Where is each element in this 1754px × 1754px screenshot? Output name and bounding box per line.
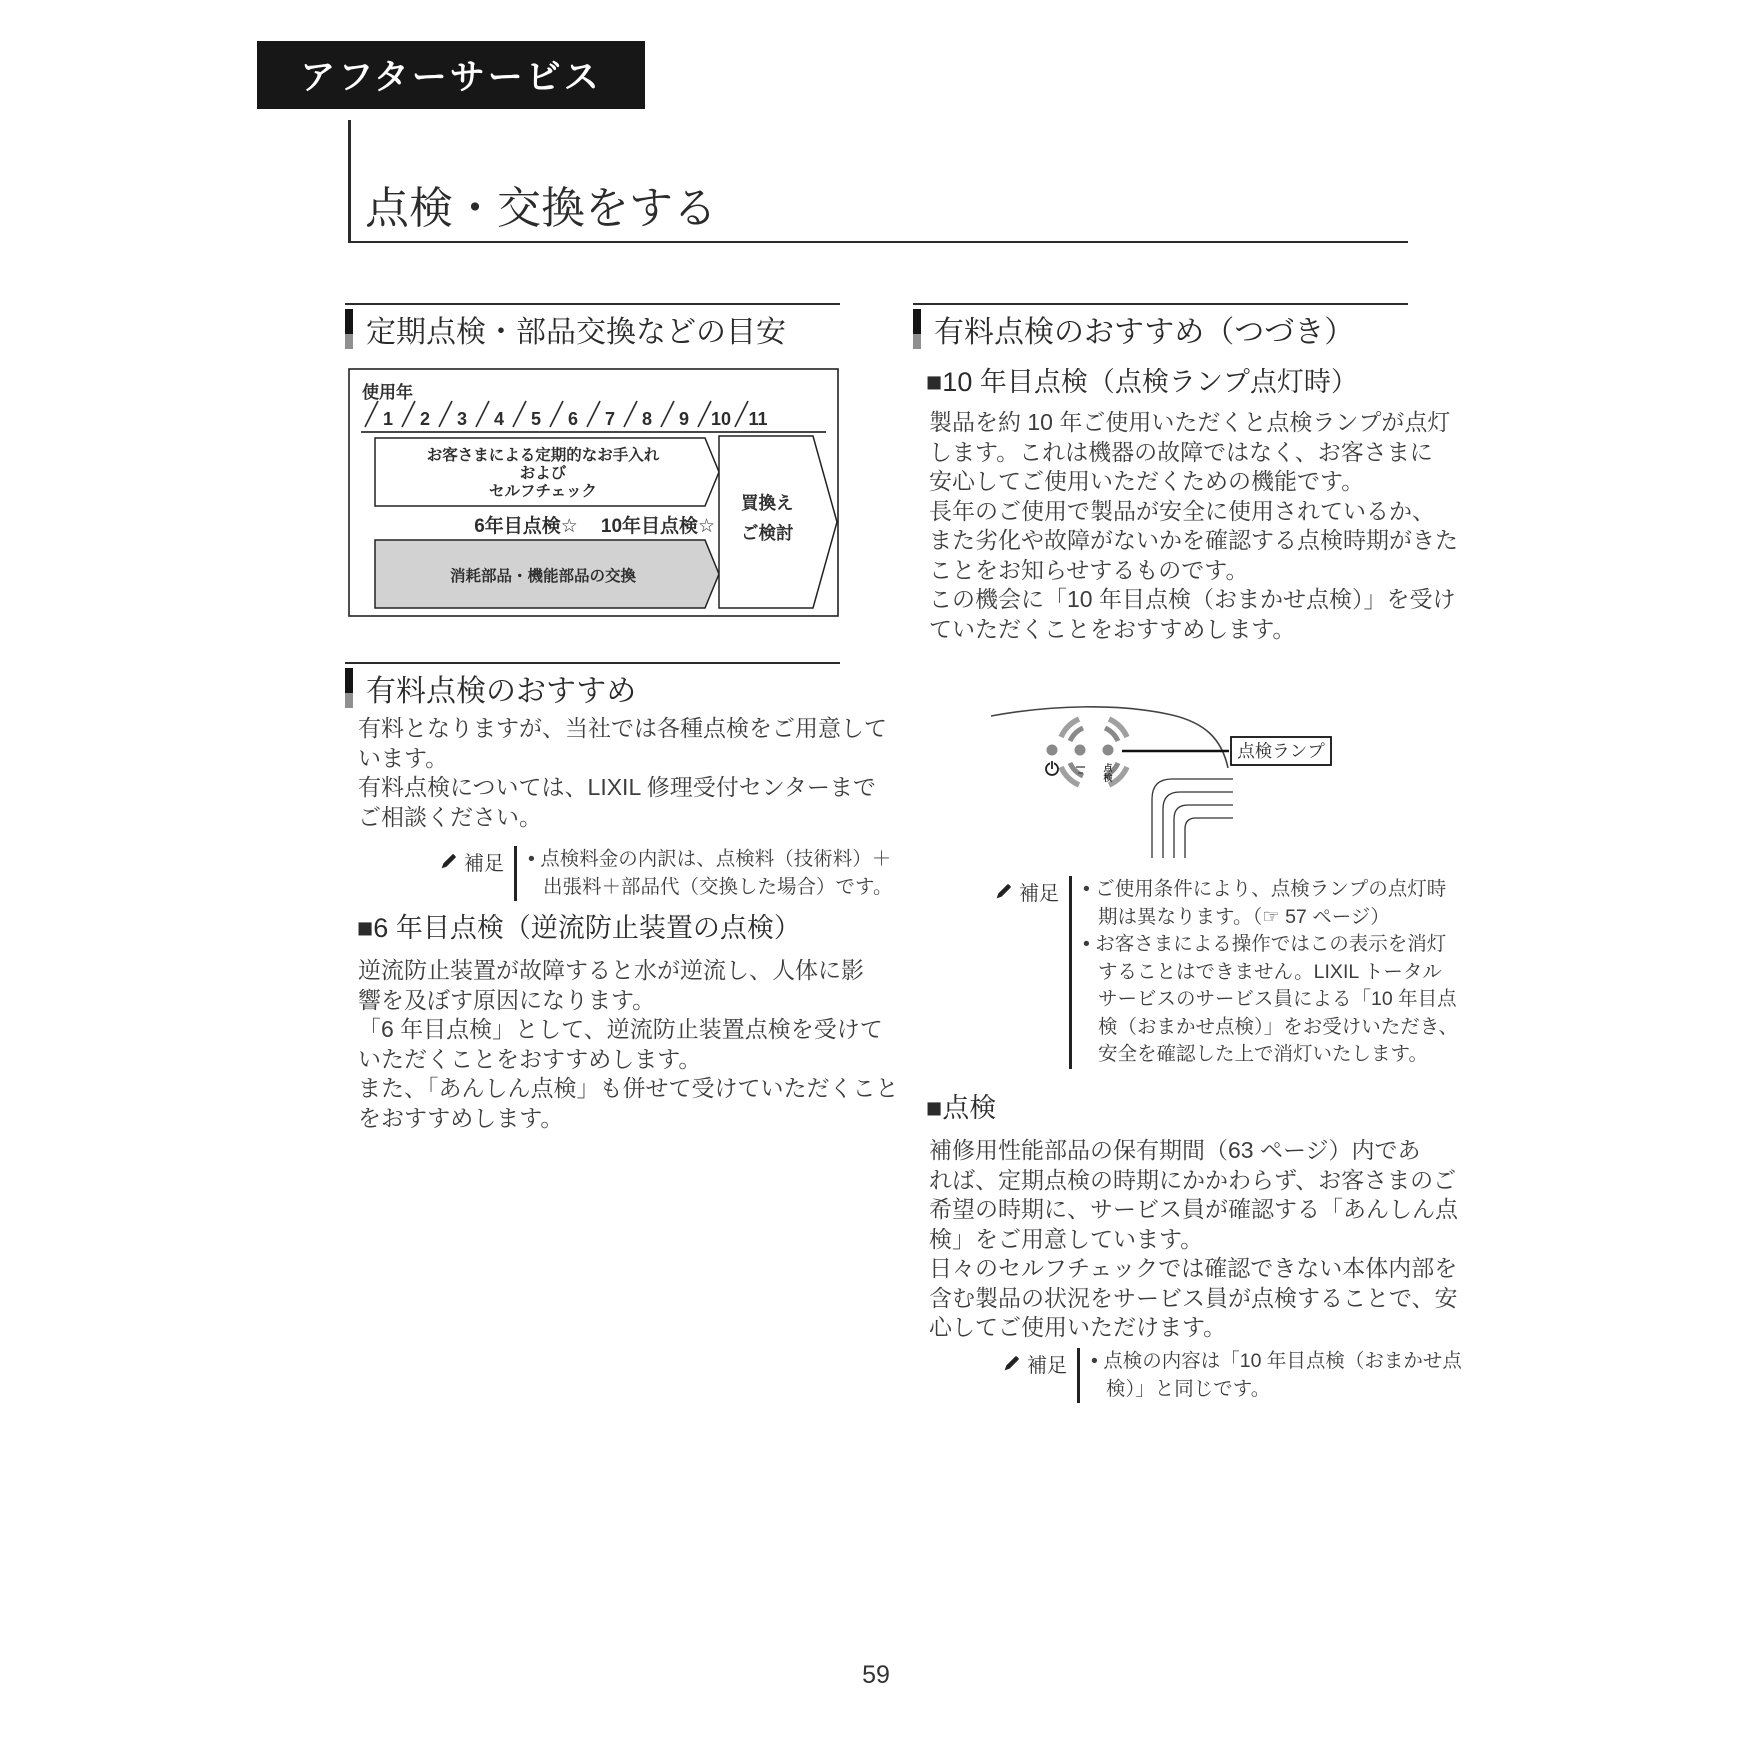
year-label: 3 xyxy=(456,409,468,429)
body-line: れば、定期点検の時期にかかわらず、お客さまのご xyxy=(929,1166,1457,1193)
body-line: 日々のセルフチェックでは確認できない本体内部を xyxy=(929,1255,1458,1281)
callout-label: 点検ランプ xyxy=(1237,741,1325,761)
section-header-maintenance xyxy=(345,303,840,351)
body-line: 安心してご使用いただくための機能です。 xyxy=(929,468,1365,494)
year-scale-labels xyxy=(383,409,768,429)
year-label: 1 xyxy=(382,409,394,429)
paid-section-note xyxy=(440,846,892,901)
subsection-heading-inspection: ■点検 xyxy=(926,1093,997,1123)
check-6year-label: 6年目点検☆ xyxy=(474,516,578,537)
body-line: 有料点検については、LIXIL 修理受付センターまで xyxy=(358,774,876,800)
section-header-paid-continued xyxy=(913,303,1408,351)
product-top-contour xyxy=(991,707,1228,768)
care-arrow-line2: および xyxy=(519,465,567,482)
power-led-dot xyxy=(1047,745,1058,756)
subsection-6year-paragraph xyxy=(358,956,899,1133)
usage-year-label: 使用年 xyxy=(362,383,413,402)
buyback-chevron-shape xyxy=(719,436,837,608)
note-line: 検（おまかせ点検）」をお受けいただき、 xyxy=(1098,1015,1458,1038)
body-line: します。これは機器の故障ではなく、お客さまに xyxy=(929,438,1433,465)
note-line: 安全を確認した上で消灯いたします。 xyxy=(1098,1043,1428,1065)
body-line: 希望の時期に、サービス員が確認する「あんしん点 xyxy=(929,1196,1458,1222)
year-label: 7 xyxy=(604,409,616,429)
year-label: 2 xyxy=(419,409,431,429)
year-label: 5 xyxy=(530,409,542,429)
section-header-label: 定期点検・部品交換などの目安 xyxy=(366,316,786,349)
section-header-bar xyxy=(913,309,921,349)
body-line: 長年のご使用で製品が安全に使用されているか、 xyxy=(929,497,1435,524)
section-header-label: 有料点検のおすすめ（つづき） xyxy=(934,316,1355,349)
body-line: いただくことをおすすめします。 xyxy=(358,1045,702,1072)
check-10year-label: 10年目点検☆ xyxy=(600,516,716,537)
product-corner-lines xyxy=(1152,779,1233,858)
year-label: 11 xyxy=(748,409,768,429)
subsection-heading-6year: ■6 年目点検（逆流防止装置の点検） xyxy=(357,913,801,943)
pencil-icon xyxy=(1003,1355,1020,1372)
inspection-led-label-top: 点 xyxy=(1103,763,1113,773)
note-line: • お客さまによる操作ではこの表示を消灯 xyxy=(1083,933,1447,955)
inspection-led-label-bottom: 検 xyxy=(1103,773,1113,783)
buyback-line2: ご検討 xyxy=(741,523,794,543)
subsection-10year-paragraph xyxy=(929,408,1458,644)
year-label: 4 xyxy=(493,409,505,429)
note-line: 期は異なります。（☞ 57 ページ） xyxy=(1098,905,1390,928)
body-line: 検」をご用意しています。 xyxy=(929,1225,1204,1252)
inspection-led-dot xyxy=(1103,745,1114,756)
note-line: • ご使用条件により、点検ランプの点灯時 xyxy=(1083,878,1447,900)
note-label xyxy=(995,876,1059,906)
eco-led-dot xyxy=(1075,745,1086,756)
section-header-bar xyxy=(345,309,353,349)
note-line: 出張料＋部品代（交換した場合）です。 xyxy=(543,875,893,898)
care-arrow-line3: セルフチェック xyxy=(488,483,598,500)
body-line: この機会に「10 年目点検（おまかせ点検）」を受け xyxy=(929,586,1456,612)
title-horizontal-rule xyxy=(348,241,1408,243)
note-line: することはできません。LIXIL トータル xyxy=(1098,960,1442,983)
note-line: サービスのサービス員による「10 年目点 xyxy=(1098,988,1457,1010)
section-header-paid xyxy=(345,662,840,710)
body-line: ことをお知らせするものです。 xyxy=(929,556,1249,583)
note-label-text: 補足 xyxy=(464,853,504,875)
buyback-line1: 買換え xyxy=(741,493,794,513)
parts-arrow-label: 消耗部品・機能部品の交換 xyxy=(449,568,637,585)
page-title: 点検・交換をする xyxy=(365,184,717,233)
subsection-inspection-note xyxy=(1003,1348,1462,1403)
year-label: 6 xyxy=(567,409,579,429)
body-line: ご相談ください。 xyxy=(358,803,542,830)
subsection-heading-10year: ■10 年目点検（点検ランプ点灯時） xyxy=(926,367,1358,397)
body-line: 逆流防止装置が故障すると水が逆流し、人体に影 xyxy=(358,957,864,983)
note-body xyxy=(1069,876,1458,1069)
body-line: 有料となりますが、当社では各種点検をご用意して xyxy=(358,715,887,741)
note-label-text: 補足 xyxy=(1027,1355,1067,1377)
body-line: 響を及ぼす原因になります。 xyxy=(358,986,656,1013)
note-line: • 点検料金の内訳は、点検料（技術料）＋ xyxy=(528,848,892,870)
note-body xyxy=(1077,1348,1462,1403)
chapter-banner xyxy=(257,41,645,109)
body-line: 心してご使用いただけます。 xyxy=(929,1314,1227,1340)
year-label: 9 xyxy=(678,409,690,429)
section-header-bar xyxy=(345,668,353,708)
year-label: 10 xyxy=(710,409,732,429)
paid-section-paragraph xyxy=(358,714,887,832)
year-label: 8 xyxy=(641,409,653,429)
care-arrow-line1: お客さまによる定期的なお手入れ xyxy=(426,447,660,464)
subsection-10year-note xyxy=(995,876,1458,1069)
body-line: 含む製品の状況をサービス員が点検することで、安 xyxy=(929,1284,1458,1311)
power-icon xyxy=(1046,760,1058,775)
body-line: また劣化や故障がないかを確認する点検時期がきた xyxy=(929,527,1458,553)
body-line: をおすすめします。 xyxy=(358,1104,564,1131)
title-vertical-rule xyxy=(348,120,351,243)
body-line: 製品を約 10 年ご使用いただくと点検ランプが点灯 xyxy=(929,409,1451,435)
note-label-text: 補足 xyxy=(1019,883,1059,905)
page-number: 59 xyxy=(862,1661,890,1689)
note-label xyxy=(440,846,504,876)
subsection-inspection-paragraph xyxy=(929,1136,1458,1343)
pencil-icon xyxy=(440,853,457,870)
pencil-icon xyxy=(995,883,1012,900)
note-label xyxy=(1003,1348,1067,1378)
note-line: • 点検の内容は「10 年目点検（おまかせ点 xyxy=(1091,1350,1462,1372)
note-body xyxy=(514,846,892,901)
lamp-glow-arcs xyxy=(1061,719,1127,785)
section-header-label: 有料点検のおすすめ xyxy=(366,675,637,708)
body-line: います。 xyxy=(358,744,449,771)
body-line: 補修用性能部品の保有期間（63 ページ）内であ xyxy=(929,1137,1421,1163)
body-line: ていただくことをおすすめします。 xyxy=(929,615,1296,642)
body-line: また、「あんしん点検」も併せて受けていただくこと xyxy=(358,1075,899,1101)
chapter-banner-label: アフターサービス xyxy=(300,58,602,97)
inspection-lamp-illustration xyxy=(940,688,1400,865)
note-line: 検）」と同じです。 xyxy=(1106,1377,1271,1400)
body-line: 「6 年目点検」として、逆流防止装置点検を受けて xyxy=(358,1016,883,1042)
maintenance-timeline-diagram xyxy=(348,368,839,617)
